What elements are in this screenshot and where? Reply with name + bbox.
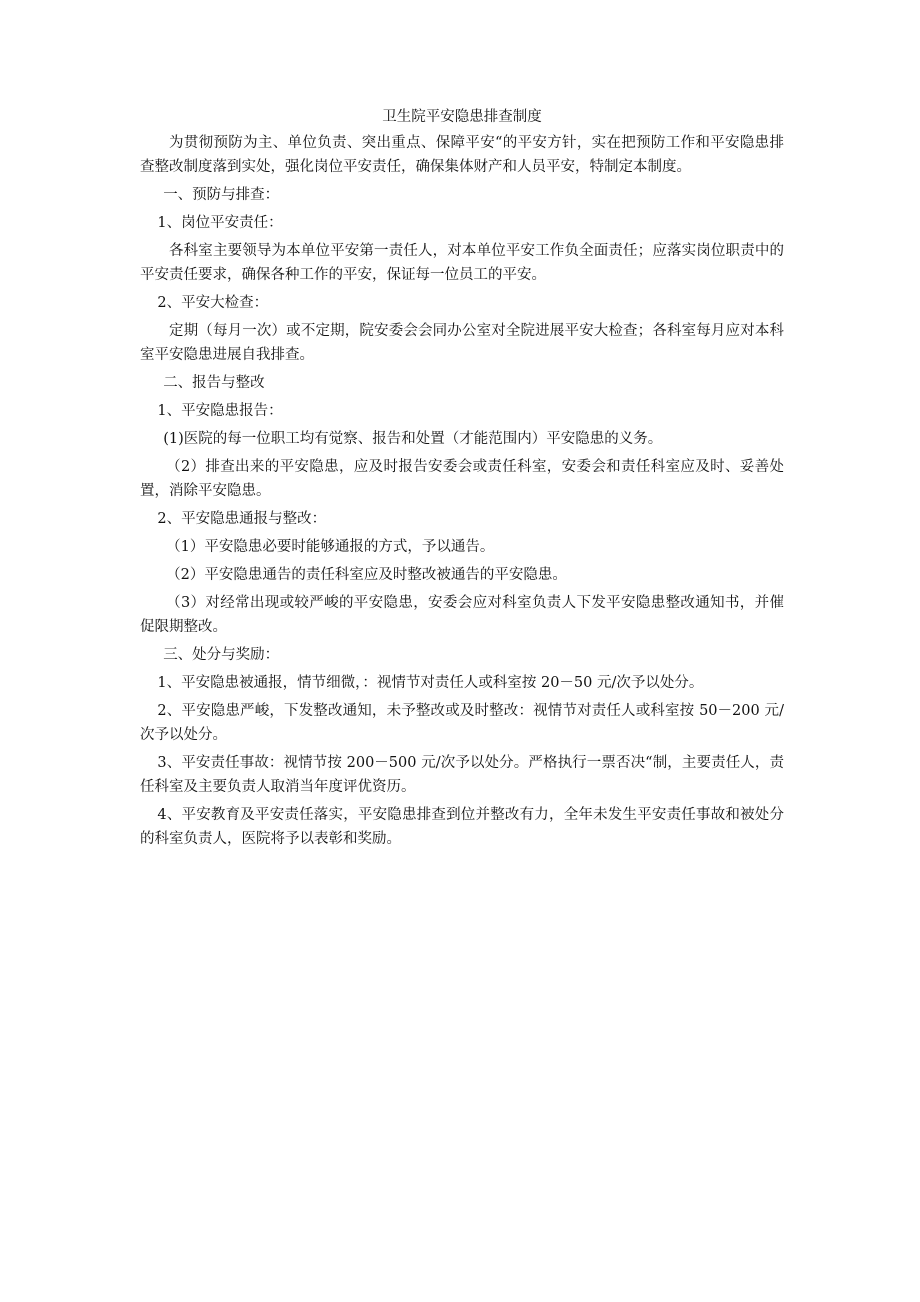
section3-item3: 3、平安责任事故：视情节按 200－500 元/次予以处分。严格执行一票否决“制，主要责任人，责任科室及主要负责人取消当年度评优资历。 xyxy=(140,755,784,795)
document-title: 卫生院平安隐患排查制度 xyxy=(382,109,542,125)
section3-heading: 三、处分与奖励： xyxy=(163,647,280,663)
section2-heading: 二、报告与整改 xyxy=(163,375,265,391)
section1-item1-heading: 1、岗位平安责任： xyxy=(157,215,283,231)
section2-item1-sub2: （2）排查出来的平安隐患，应及时报告安委会或责任科室，安委会和责任科室应及时、妥善处置，消除平安隐患。 xyxy=(140,459,784,499)
section2-item2-sub3: （3）对经常出现或较严峻的平安隐患，安委会应对科室负责人下发平安隐患整改通知书，并催促限期整改。 xyxy=(140,595,784,635)
section1-item1-text: 各科室主要领导为本单位平安第一责任人，对本单位平安工作负全面责任；应落实岗位职责中的平安责任要求，确保各种工作的平安，保证每一位员工的平安。 xyxy=(140,243,784,283)
section2-item2-sub2: （2）平安隐患通告的责任科室应及时整改被通告的平安隐患。 xyxy=(166,567,567,583)
section1-item2-text: 定期（每月一次）或不定期，院安委会会同办公室对全院进展平安大检查；各科室每月应对本科室平安隐患进展自我排查。 xyxy=(140,323,784,363)
section2-item2-heading: 2、平安隐患通报与整改： xyxy=(157,511,327,527)
section1-item2-heading: 2、平安大检查： xyxy=(157,295,269,311)
section3-item4: 4、平安教育及平安责任落实，平安隐患排查到位并整改有力，全年未发生平安责任事故和被处分的科室负责人，医院将予以表彰和奖励。 xyxy=(140,807,784,847)
section1-heading: 一、预防与排查： xyxy=(163,187,280,203)
section2-item1-heading: 1、平安隐患报告： xyxy=(157,403,283,419)
intro-paragraph: 为贯彻预防为主、单位负责、突出重点、保障平安“的平安方针，实在把预防工作和平安隐患排查整改制度落到实处，强化岗位平安责任，确保集体财产和人员平安，特制定本制度。 xyxy=(140,135,784,175)
document-page xyxy=(140,105,784,855)
section3-item1: 1、平安隐患被通报，情节细微，：视情节对责任人或科室按 20－50 元/次予以处分。 xyxy=(157,675,704,691)
section2-item1-sub1: (1)医院的每一位职工均有觉察、报告和处置（才能范围内）平安隐患的义务。 xyxy=(163,431,663,447)
section3-item2: 2、平安隐患严峻，下发整改通知，未予整改或及时整改：视情节对责任人或科室按 50－200 元/次予以处分。 xyxy=(140,703,784,743)
section2-item2-sub1: （1）平安隐患必要时能够通报的方式，予以通告。 xyxy=(166,539,495,555)
